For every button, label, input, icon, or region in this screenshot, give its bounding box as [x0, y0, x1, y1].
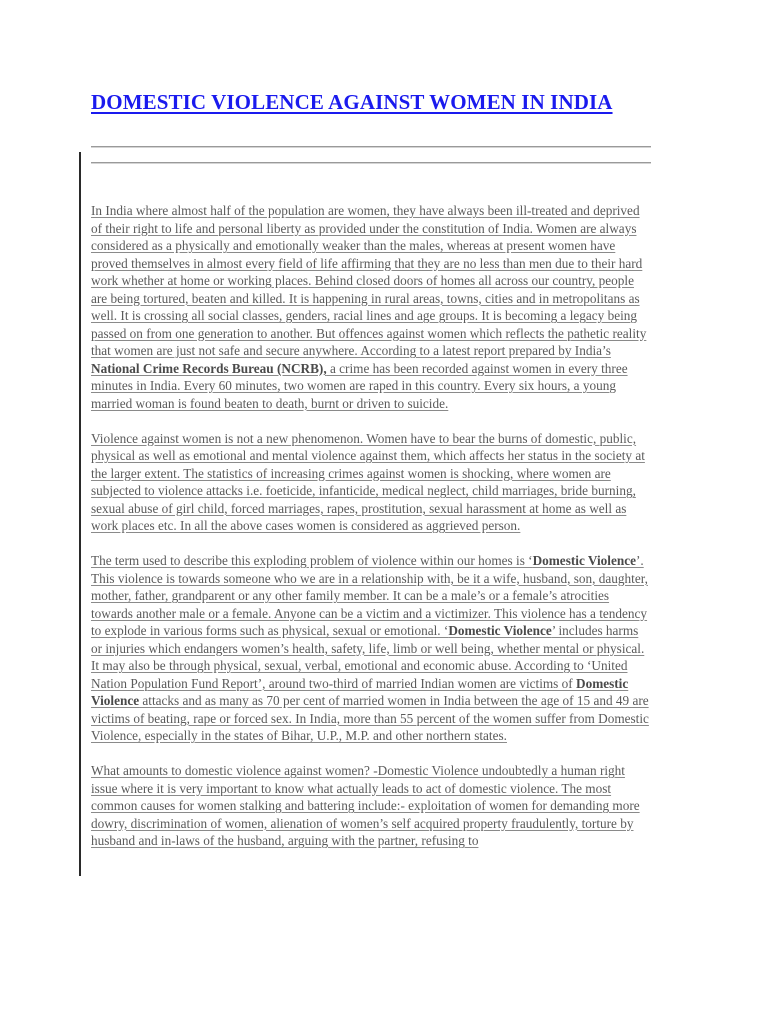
paragraph-2 — [91, 430, 651, 535]
paragraph-1 — [91, 202, 651, 412]
margin-bar — [79, 152, 81, 876]
paragraph-text: ’. This violence is towards someone who we are in a relationship with, be it a wife, husband, son, daughter, mother, father, grandparent or any other family member. It can be a male’s or a female’s atrocities towards another male or a female. Anyone can be a victim and a victimizer. This violence has a tendency to explode in various forms such as physical, sexual or emotional. ‘ — [91, 553, 648, 638]
paragraph-text: The term used to describe this exploding problem of violence within our homes is ‘ — [91, 553, 533, 568]
paragraph-text: Violence against women is not a new phenomenon. Women have to bear the burns of domestic, public, physical as well as emotional and mental violence against them, which affects her status in the society at the larger extent. The statistics of increasing crimes against women is shocking, where women are subjected to violence attacks i.e. foeticide, infanticide, medical neglect, child marriages, bride burning, sexual abuse of girl child, forced marriages, rapes, prostitution, sexual harassment at home as well as work places etc. In all the above cases women is considered as aggrieved person. — [91, 430, 645, 533]
paragraph-text: attacks and as many as 70 per cent of married women in India between the age of 15 and 49 are victims of beating, rape or forced sex. In India, more than 55 percent of the women suffer from Domestic Violence, especially in the states of Bihar, U.P., M.P. and other northern states. — [91, 693, 649, 743]
bold-term-ncrb: National Crime Records Bureau (NCRB), — [91, 360, 327, 376]
divider-rule-bottom — [91, 162, 651, 164]
article-body — [91, 202, 651, 867]
paragraph-text: What amounts to domestic violence against women? -Domestic Violence undoubtedly a human right issue where it is very important to know what actually leads to act of domestic violence. The most common causes for women stalking and battering include:- exploitation of women for demanding more dowry, discrimination of women, alienation of women’s self acquired property fraudulently, torture by husband and in-laws of the husband, arguing with the partner, refusing to — [91, 763, 640, 848]
paragraph-text: ’ includes harms or injuries which endangers women’s health, safety, life, limb or well being, whether mental or physical. It may also be through physical, sexual, verbal, emotional and economic abuse. According to ‘United Nation Population Fund Report’, around two-third of married Indian women are victims of — [91, 623, 645, 691]
bold-term-domestic-violence: Domestic Violence — [448, 623, 552, 638]
paragraph-3 — [91, 552, 651, 745]
paragraph-text: a crime has been recorded against women in every three minutes in India. Every 60 minutes, two women are raped in this country. Every six hours, a young married woman is found beaten to death, burnt or driven to suicide. — [91, 360, 628, 411]
divider-rule-top — [91, 146, 651, 148]
document-title[interactable]: DOMESTIC VIOLENCE AGAINST WOMEN IN INDIA — [91, 90, 613, 114]
paragraph-4 — [91, 762, 651, 850]
paragraph-text: In India where almost half of the population are women, they have always been ill-treated and deprived of their right to life and personal liberty as provided under the constitution of India. Women are always considered as a physically and emotionally weaker than the males, whereas at present women have proved themselves in almost every field of life affirming that they are no less than men due to their hard work whether at home or working places. Behind closed doors of homes all across our country, people are being tortured, beaten and killed. It is happening in rural areas, towns, cities and in metropolitans as well. It is crossing all social classes, genders, racial lines and age groups. It is becoming a legacy being passed on from one generation to another. But offences against women which reflects the pathetic reality that women are just not safe and secure anywhere. According to a latest report prepared by India’s — [91, 203, 647, 358]
bold-term-domestic-violence: Domestic Violence — [532, 553, 636, 568]
bold-term-domestic-violence: Domestic Violence — [91, 675, 629, 708]
